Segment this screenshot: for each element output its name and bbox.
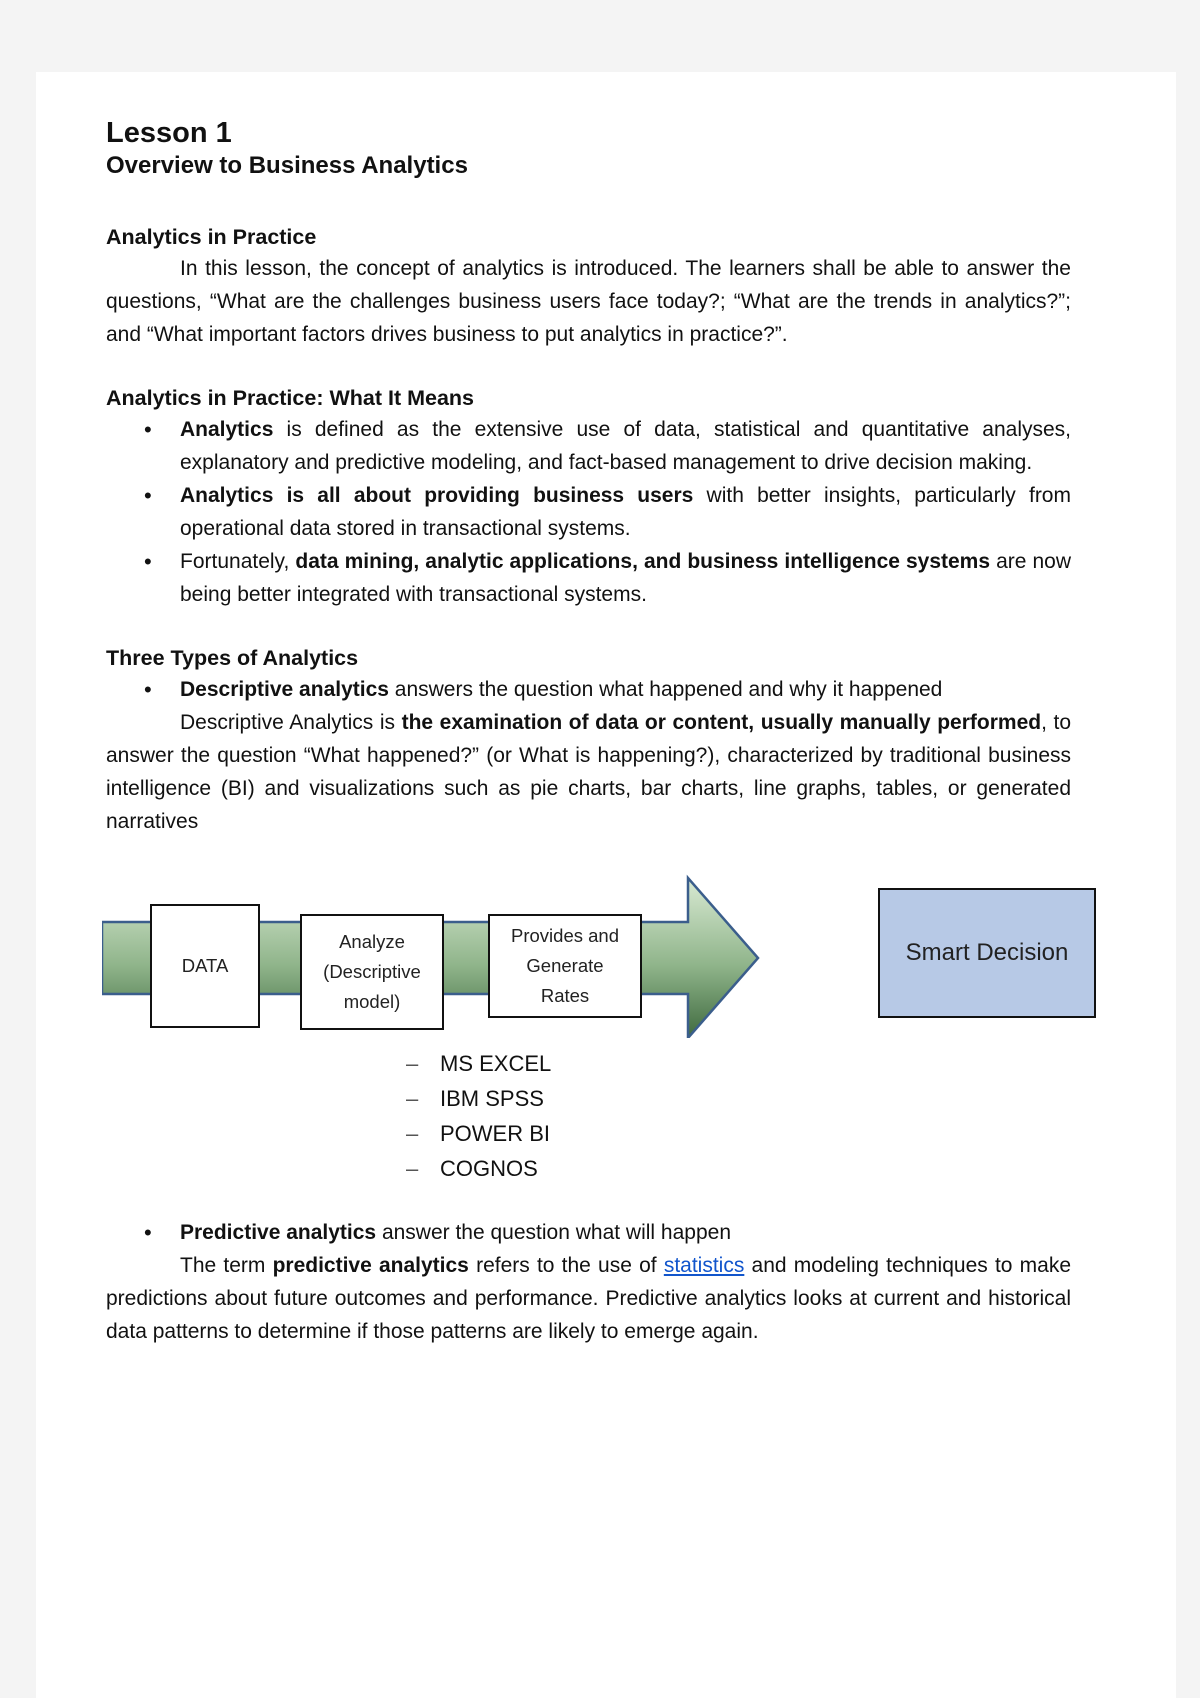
meaning-heading: Analytics in Practice: What It Means [106, 386, 474, 410]
descriptive-bullet-list [106, 673, 1071, 706]
descriptive-process-diagram [102, 858, 1142, 1038]
document-page [36, 72, 1176, 1698]
document-content [106, 116, 1071, 1348]
types-heading: Three Types of Analytics [106, 646, 359, 670]
practice-paragraph: In this lesson, the concept of analytics is introduced. The learners shall be able to answer the questions, “What are the challenges business users face today?; “What are the trends in analytics?”; and “What important factors drives business to put analytics in practice?”. [106, 257, 1071, 346]
meaning-item: • Analytics is all about providing business users with better insights, particularly from operational data stored in transactional systems. [180, 479, 1071, 545]
provides-box: Provides and Generate Rates [488, 914, 642, 1018]
meaning-item: • Fortunately, data mining, analytic applications, and business intelligence systems are now being better integrated with transactional systems. [180, 545, 1071, 611]
tool-item: – IBM SPSS [406, 1081, 1071, 1116]
predictive-bullet: • Predictive analytics answer the question what will happen [180, 1216, 1071, 1249]
descriptive-bullet: • Descriptive analytics answers the question what happened and why it happened [180, 673, 1071, 706]
analyze-box: Analyze (Descriptive model) [300, 914, 444, 1030]
data-box: DATA [150, 904, 260, 1028]
predictive-bullet-list [106, 1216, 1071, 1249]
smart-decision-box: Smart Decision [878, 888, 1096, 1018]
practice-heading: Analytics in Practice [106, 225, 317, 249]
lesson-title: Overview to Business Analytics [106, 152, 468, 179]
tool-item: – COGNOS [406, 1151, 1071, 1186]
tool-item: – POWER BI [406, 1116, 1071, 1151]
meaning-item: • Analytics is defined as the extensive use of data, statistical and quantitative analyses, explanatory and predictive modeling, and fact-based management to drive decision making. [180, 413, 1071, 479]
statistics-link[interactable]: statistics [663, 1254, 745, 1277]
descriptive-paragraph: Descriptive Analytics is the examination of data or content, usually manually performed, to answer the question “What happened?” (or What is happening?), characterized by traditional business intelligence (BI) and visualizations such as pie charts, bar charts, line graphs, tables, or generated narratives [106, 711, 1072, 833]
descriptive-tools-list [406, 1046, 1071, 1186]
meaning-list [106, 413, 1071, 611]
predictive-paragraph: The term predictive analytics refers to the use of statistics and modeling techniques to make predictions about future outcomes and performance. Predictive analytics looks at current and historical data patterns to determine if those patterns are likely to emerge again. [106, 1254, 1072, 1343]
lesson-number: Lesson 1 [106, 117, 232, 149]
tool-item: – MS EXCEL [406, 1046, 1071, 1081]
